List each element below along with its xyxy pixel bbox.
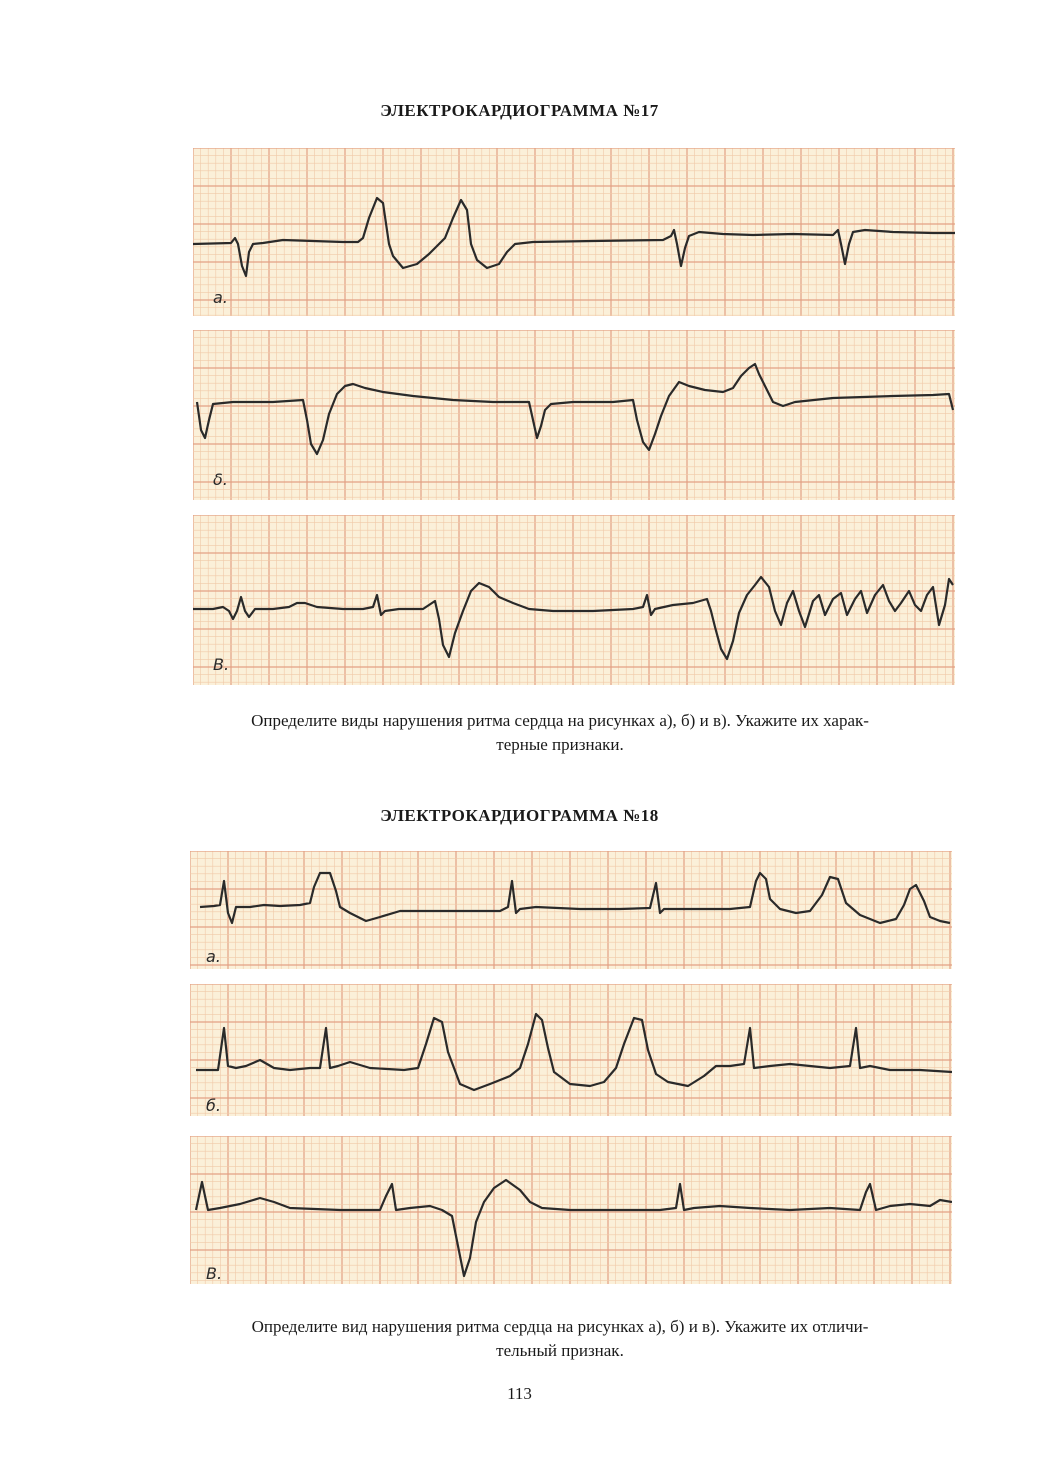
ecg-grid [193,148,955,316]
page-number: 113 [507,1384,532,1403]
grid-lines [193,515,955,685]
strip-label: б. [206,1096,221,1115]
question-line: Определите виды нарушения ритма сердца на рисунках а), б) и в). Укажите их харак- [251,711,869,730]
strip-label: a. [206,947,221,966]
ecg17-question [150,709,970,757]
ecg18-title: ЭЛЕКТРОКАРДИОГРАММА №18 [380,806,659,825]
ecg-grid [190,851,952,969]
ecg17-strip-c [193,515,955,685]
grid-lines [193,148,955,316]
ecg-grid [193,515,955,685]
ecg18-strip-c [190,1136,952,1284]
ecg-grid [193,330,955,500]
ecg18-strip-b [190,984,952,1116]
strip-label: a. [213,288,228,307]
grid-lines [190,851,952,969]
strip-label: B. [213,655,230,674]
grid-lines [190,984,952,1116]
grid-lines [193,330,955,500]
question-line: терные признаки. [496,735,624,754]
ecg-grid [190,984,952,1116]
ecg18-strip-a [190,851,952,969]
ecg-grid [190,1136,952,1284]
ecg18-question [150,1315,970,1363]
ecg17-strip-a [193,148,955,316]
strip-label: δ. [213,470,228,489]
question-line: Определите вид нарушения ритма сердца на рисунках а), б) и в). Укажите их отличи- [251,1317,869,1336]
ecg17-strip-b [193,330,955,500]
question-line: тельный признак. [496,1341,624,1360]
strip-label: B. [206,1264,223,1283]
ecg17-title: ЭЛЕКТРОКАРДИОГРАММА №17 [380,101,659,120]
